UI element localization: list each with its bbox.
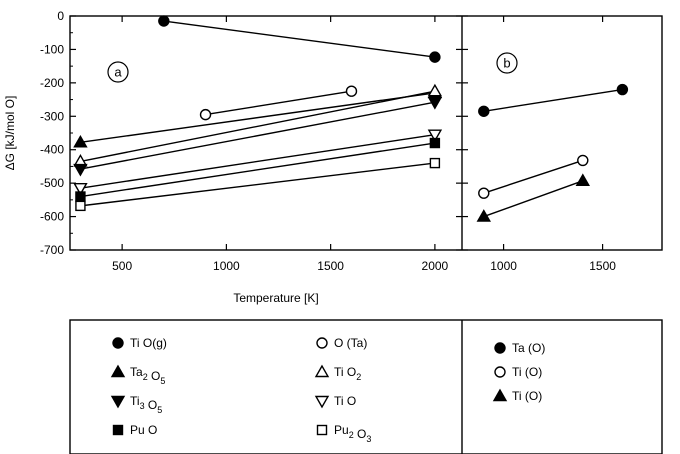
legend-label	[334, 336, 367, 350]
a-series-pu2-o3	[76, 159, 439, 211]
legend-text-part: O	[147, 369, 161, 383]
y-tick-label: 0	[57, 9, 64, 23]
legend-marker	[316, 397, 328, 408]
legend-item-b	[495, 367, 505, 377]
legend-marker	[495, 343, 505, 353]
legend-subscript: 3	[366, 434, 372, 444]
data-point	[159, 16, 169, 26]
data-point	[617, 85, 627, 95]
a-series-ti-o-g	[159, 16, 440, 62]
data-point	[430, 139, 439, 148]
data-point	[429, 85, 441, 96]
y-tick-label: -200	[39, 75, 64, 90]
x-tick-label-a: 2000	[421, 259, 449, 273]
y-tick-label: -700	[39, 243, 64, 257]
legend-text-part: Ti O(g)	[130, 336, 167, 350]
legend-subscript: 3	[139, 401, 145, 411]
legend-subscript: 5	[157, 405, 163, 415]
legend-label	[512, 365, 542, 379]
legend-text-part: Ta	[130, 365, 143, 379]
legend-item	[316, 397, 328, 408]
series-line	[484, 90, 623, 112]
series-line	[206, 91, 352, 114]
data-point	[430, 52, 440, 62]
legend-text-part: Pu O	[130, 423, 158, 437]
a-series-ta2-o5	[74, 87, 440, 147]
data-point	[479, 106, 489, 116]
legend-text-part: O	[353, 427, 367, 441]
y-tick-label: -600	[39, 209, 64, 224]
x-tick-label-b: 1000	[490, 259, 517, 273]
legend-item	[112, 397, 124, 408]
legend-marker	[112, 366, 124, 377]
y-tick-label: -400	[39, 142, 64, 157]
data-point	[76, 192, 85, 201]
legend-marker	[317, 338, 327, 348]
legend-label	[130, 423, 157, 437]
a-series-ti-o2	[74, 85, 440, 166]
legend-item	[113, 338, 123, 348]
b-series-ta-o	[479, 85, 628, 117]
legend-label	[512, 341, 545, 355]
panel-letter-a: a	[114, 64, 122, 80]
data-point	[577, 175, 589, 186]
legend-text-part: Ti O	[334, 394, 357, 408]
legend-subscript: 5	[160, 376, 166, 386]
data-point	[76, 201, 85, 210]
legend-item	[316, 366, 328, 377]
series-line	[484, 160, 583, 193]
x-axis-title: Temperature [K]	[233, 291, 319, 305]
data-point	[578, 155, 588, 165]
legend-marker	[114, 426, 123, 435]
series-line	[80, 102, 434, 169]
legend-item-b	[494, 390, 506, 401]
legend-text-part: Pu	[334, 423, 349, 437]
series-line	[484, 181, 583, 217]
legend-marker	[316, 366, 328, 377]
legend-label	[334, 365, 361, 382]
legend-label	[512, 389, 542, 403]
legend-label	[130, 336, 167, 350]
series-line	[164, 21, 435, 57]
y-axis-title: ΔG [kJ/mol O]	[3, 95, 17, 171]
y-tick-label: -500	[39, 176, 64, 191]
legend-subscript: 2	[142, 372, 148, 382]
plot-frame	[70, 16, 662, 250]
legend-item	[114, 426, 123, 435]
legend-item	[318, 426, 327, 435]
legend-marker	[494, 390, 506, 401]
legend-text-part: Ti (O)	[512, 365, 543, 379]
x-tick-label-a: 1000	[213, 259, 240, 273]
x-tick-label-a: 500	[112, 259, 133, 273]
a-series-ti3-o5	[74, 98, 440, 175]
legend-text-part: Ta (O)	[512, 341, 546, 355]
data-point	[430, 159, 439, 168]
data-point	[74, 165, 86, 176]
legend-item-b	[495, 343, 505, 353]
b-series-ti-o	[478, 175, 589, 221]
series-line	[80, 135, 434, 188]
legend-label	[130, 365, 165, 386]
legend-marker	[318, 426, 327, 435]
y-tick-label: -300	[39, 109, 64, 124]
legend-subscript: 2	[356, 372, 362, 382]
x-tick-label-a: 1500	[317, 259, 344, 273]
legend-subscript: 2	[348, 430, 354, 440]
data-point	[201, 110, 211, 120]
legend-item	[317, 338, 327, 348]
legend-label	[334, 394, 356, 408]
legend-text-part: Ti (O)	[512, 389, 543, 403]
legend-label	[130, 394, 162, 415]
legend-marker	[112, 397, 124, 408]
b-series-ti-o	[479, 155, 588, 198]
y-tick-label: -100	[39, 42, 64, 57]
legend-text-part: O (Ta)	[334, 336, 368, 350]
legend-label	[334, 423, 371, 444]
panel-letter-b: b	[503, 55, 511, 71]
legend-text-part: O	[144, 398, 158, 412]
data-point	[478, 211, 490, 222]
legend-marker	[495, 367, 505, 377]
legend-text-part: Ti	[130, 394, 140, 408]
data-point	[346, 86, 356, 96]
legend-marker	[113, 338, 123, 348]
legend-item	[112, 366, 124, 377]
x-tick-label-b: 1500	[589, 259, 616, 273]
series-line	[80, 93, 434, 142]
legend-text-part: Ti O	[334, 365, 357, 379]
data-point	[479, 188, 489, 198]
